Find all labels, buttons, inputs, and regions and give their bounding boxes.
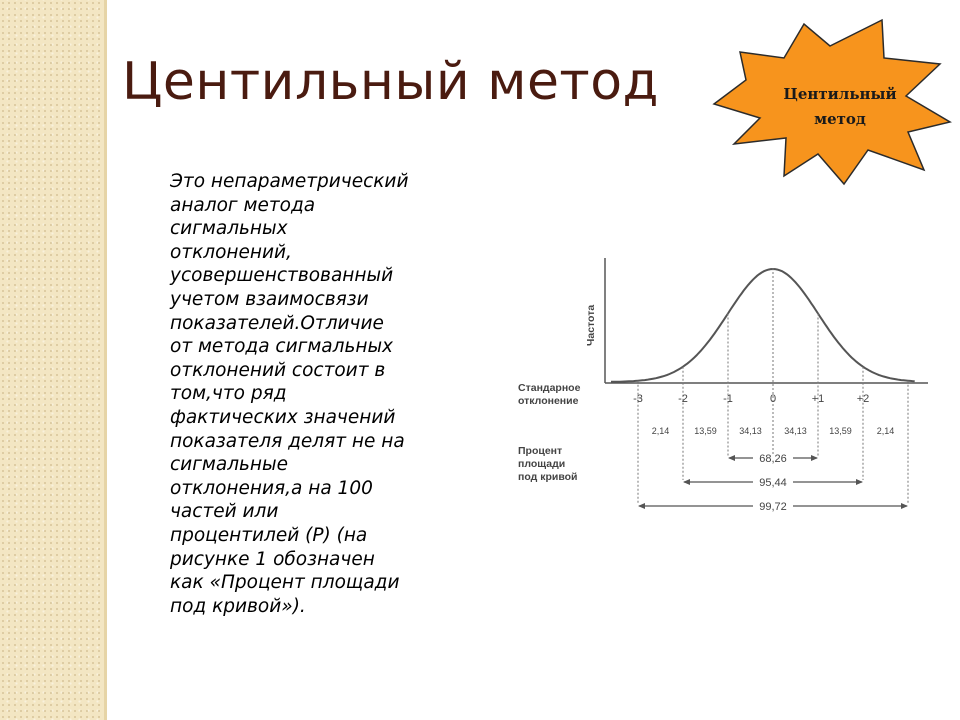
- sigma-tick-label: 0: [769, 393, 777, 405]
- x-axis-label-line-2: отклонение: [518, 395, 579, 407]
- x-axis-label-line-1: Стандарное: [518, 382, 581, 394]
- band-percent-label: 34,13: [739, 426, 762, 436]
- description-line: отклонений состоит в: [170, 359, 386, 381]
- description-line: усовершенствованный: [170, 265, 394, 287]
- sigma-tick-label: +1: [811, 393, 825, 405]
- description-line: Это непараметрический: [170, 171, 409, 192]
- span-arrow-right-icon: [856, 479, 863, 485]
- slide-title: Центильный метод: [122, 52, 659, 112]
- description-line: процентилей (Р) (на: [170, 524, 368, 546]
- description-line: сигмальные: [170, 454, 289, 476]
- span-percent-label: 95,44: [759, 477, 787, 489]
- sigma-tick-label: -2: [678, 393, 688, 405]
- description-line: аналог метода: [170, 194, 316, 216]
- sigma-tick-label: -1: [723, 393, 733, 405]
- area-label-line-1: Процент: [518, 445, 563, 457]
- span-arrow-right-icon: [811, 455, 818, 461]
- area-label: [518, 445, 578, 483]
- span-arrow-right-icon: [901, 503, 908, 509]
- description-line: рисунке 1 обозначен: [170, 548, 375, 570]
- decorative-left-strip: [0, 0, 104, 720]
- span-arrow-left-icon: [638, 503, 645, 509]
- description-line: отклонений,: [170, 241, 292, 263]
- description-line: отклонения,а на 100: [170, 477, 373, 499]
- normal-distribution-chart: [508, 242, 938, 524]
- band-percent-label: 2,14: [876, 426, 895, 436]
- x-axis-label: [518, 382, 583, 407]
- description-line: показателя делят не на: [170, 430, 405, 452]
- starburst-badge-text: [760, 82, 920, 132]
- band-percent-label: 34,13: [784, 426, 807, 436]
- y-axis-label: Частота: [585, 304, 597, 346]
- band-percent-label: 13,59: [829, 426, 852, 436]
- badge-line-2: метод: [814, 110, 866, 128]
- description-line: сигмальных: [170, 218, 288, 240]
- description-line: показателей.Отличие: [170, 312, 384, 334]
- description-line: учетом взаимосвязи: [170, 288, 369, 310]
- area-label-line-3: под кривой: [518, 471, 578, 483]
- description-line: под кривой»).: [170, 595, 306, 617]
- area-label-line-2: площади: [518, 458, 566, 470]
- distribution-curve: [611, 269, 915, 382]
- band-percent-label: 13,59: [694, 426, 717, 436]
- sigma-tick-label: +2: [856, 393, 870, 405]
- description-text: [170, 170, 460, 618]
- sigma-tick-label: -3: [633, 393, 643, 405]
- span-percent-label: 68,26: [759, 453, 787, 465]
- description-line: фактических значений: [170, 406, 396, 428]
- description-line: том,что ряд: [170, 383, 287, 405]
- description-line: от метода сигмальных: [170, 336, 394, 358]
- span-arrow-left-icon: [683, 479, 690, 485]
- description-line: частей или: [170, 501, 279, 523]
- band-percent-label: 2,14: [651, 426, 670, 436]
- span-arrow-left-icon: [728, 455, 735, 461]
- decorative-strip-edge: [104, 0, 107, 720]
- span-percent-label: 99,72: [759, 501, 787, 513]
- description-line: как «Процент площади: [170, 572, 400, 594]
- badge-line-1: Центильный: [783, 85, 897, 103]
